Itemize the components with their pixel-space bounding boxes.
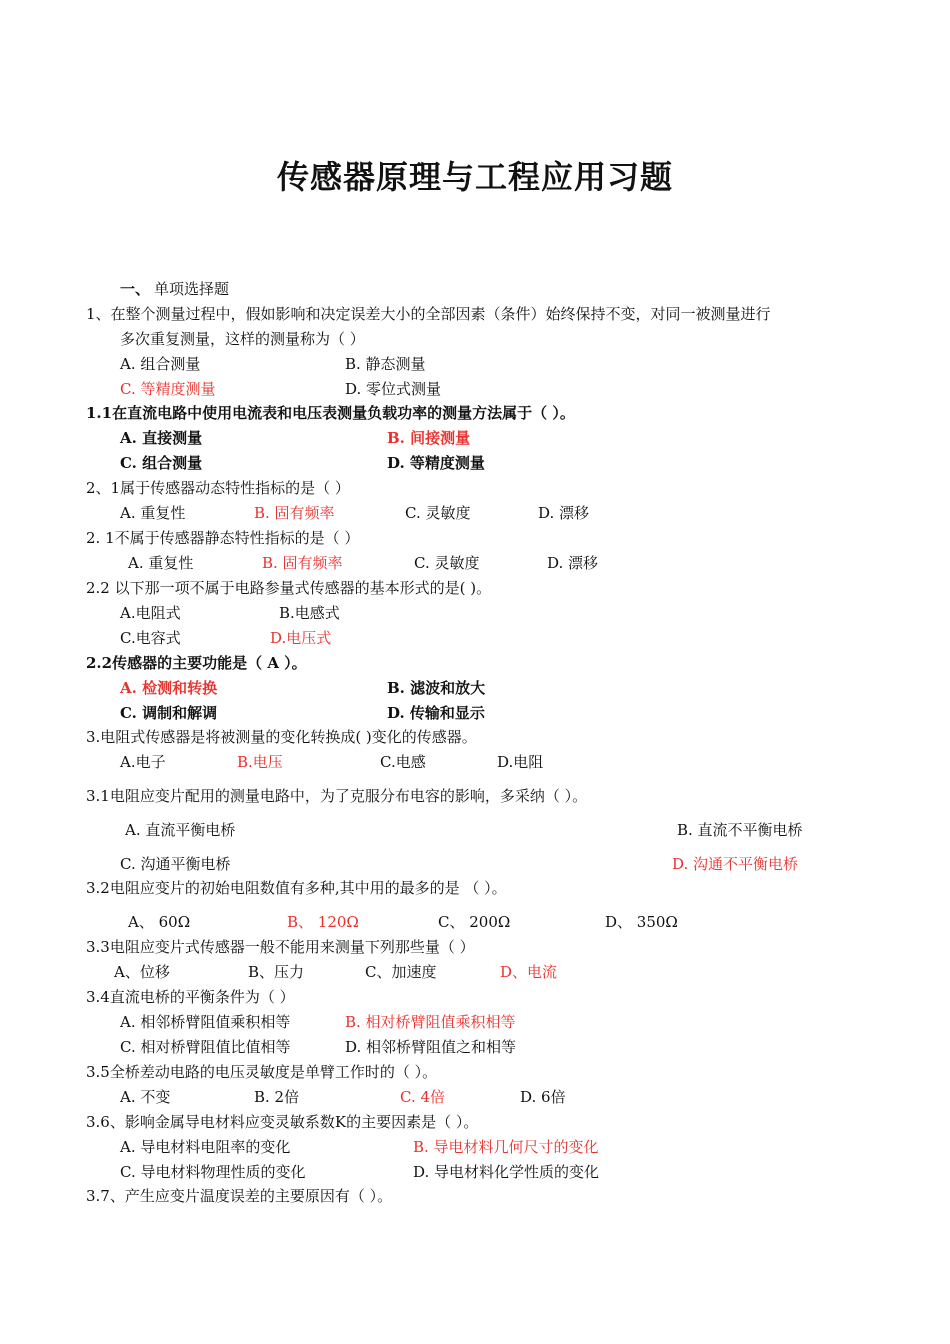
section-label: 单项选择题 xyxy=(154,280,230,298)
question-stem: 2.2传感器的主要功能是（ A ）。 xyxy=(86,654,307,672)
option-b: B、压力 xyxy=(248,963,305,981)
option-a: A. 相邻桥臂阻值乘积相等 xyxy=(120,1013,291,1031)
option-b-answer: B. 间接测量 xyxy=(387,429,471,447)
option-c: C. 组合测量 xyxy=(120,454,203,472)
question-stem: 2.2 以下那一项不属于电路参量式传感器的基本形式的是( )。 xyxy=(86,579,492,597)
question-stem: 3.1电阻应变片配用的测量电路中，为了克服分布电容的影响，多采纳（ ）。 xyxy=(86,787,588,805)
question-stem: 3.2电阻应变片的初始电阻数值有多种,其中用的最多的是 （ ）。 xyxy=(86,879,507,897)
section-number: 一、 xyxy=(120,280,151,298)
option-a: A. 直流平衡电桥 xyxy=(125,821,236,839)
option-a: A. 重复性 xyxy=(128,554,194,572)
option-d: D. 导电材料化学性质的变化 xyxy=(413,1163,600,1181)
option-b-answer: B. 导电材料几何尺寸的变化 xyxy=(413,1138,599,1156)
option-a: A、 60Ω xyxy=(128,913,191,931)
option-d-answer: D. 沟通不平衡电桥 xyxy=(672,855,799,873)
option-a-answer: A. 检测和转换 xyxy=(120,679,218,697)
option-b: B. 静态测量 xyxy=(345,355,426,373)
option-d: D. 漂移 xyxy=(538,504,590,522)
option-c: C. 相对桥臂阻值比值相等 xyxy=(120,1038,291,1056)
option-c: C. 灵敏度 xyxy=(414,554,480,572)
option-c: C. 灵敏度 xyxy=(405,504,471,522)
option-c: C. 调制和解调 xyxy=(120,704,218,722)
option-c: C.电感 xyxy=(380,753,426,771)
option-c: C. 导电材料物理性质的变化 xyxy=(120,1163,306,1181)
option-c: C. 沟通平衡电桥 xyxy=(120,855,231,873)
option-c-answer: C. 等精度测量 xyxy=(120,380,216,398)
question-stem: 2、1属于传感器动态特性指标的是（ ） xyxy=(86,479,350,497)
option-c: C、 200Ω xyxy=(438,913,511,931)
option-a: A. 直接测量 xyxy=(120,429,203,447)
option-c: C、加速度 xyxy=(365,963,437,981)
option-d-answer: D.电压式 xyxy=(270,629,332,647)
option-b-answer: B.电压 xyxy=(237,753,283,771)
option-a: A. 重复性 xyxy=(120,504,186,522)
option-a: A. 组合测量 xyxy=(120,355,201,373)
question-stem: 1.1在直流电路中使用电流表和电压表测量负载功率的测量方法属于（ ）。 xyxy=(86,404,575,422)
option-a: A.电阻式 xyxy=(120,604,181,622)
option-b-answer: B. 相对桥臂阻值乘积相等 xyxy=(345,1013,516,1031)
option-a: A. 不变 xyxy=(120,1088,171,1106)
option-d: D、 350Ω xyxy=(605,913,678,931)
option-d: D. 零位式测量 xyxy=(345,380,442,398)
question-stem: 3.电阻式传感器是将被测量的变化转换成( )变化的传感器。 xyxy=(86,728,477,746)
option-c: C.电容式 xyxy=(120,629,181,647)
option-b: B.电感式 xyxy=(279,604,340,622)
option-b-answer: B、 120Ω xyxy=(287,913,359,931)
option-d: D. 等精度测量 xyxy=(387,454,485,472)
option-d: D.电阻 xyxy=(497,753,544,771)
option-d-answer: D、电流 xyxy=(500,963,558,981)
question-stem-continued: 多次重复测量，这样的测量称为（ ） xyxy=(120,330,365,348)
option-c-answer: C. 4倍 xyxy=(400,1088,446,1106)
page-title: 传感器原理与工程应用习题 xyxy=(276,158,673,196)
option-b-answer: B. 固有频率 xyxy=(262,554,343,572)
question-stem: 3.6、影响金属导电材料应变灵敏系数K的主要因素是（ ）。 xyxy=(86,1113,479,1131)
option-b: B. 2倍 xyxy=(254,1088,300,1106)
option-a: A. 导电材料电阻率的变化 xyxy=(120,1138,291,1156)
option-d: D. 相邻桥臂阻值之和相等 xyxy=(345,1038,517,1056)
option-b: B. 滤波和放大 xyxy=(387,679,486,697)
option-d: D. 漂移 xyxy=(547,554,599,572)
option-b-answer: B. 固有频率 xyxy=(254,504,335,522)
question-stem: 1、在整个测量过程中，假如影响和决定误差大小的全部因素（条件）始终保持不变，对同一被测量进行 xyxy=(86,305,771,323)
option-d: D. 6倍 xyxy=(520,1088,566,1106)
option-a: A.电子 xyxy=(120,753,166,771)
question-stem: 3.7、产生应变片温度误差的主要原因有（ ）。 xyxy=(86,1187,393,1205)
question-stem: 3.5全桥差动电路的电压灵敏度是单臂工作时的（ ）。 xyxy=(86,1063,438,1081)
option-a: A、位移 xyxy=(114,963,170,981)
question-stem: 3.3电阻应变片式传感器一般不能用来测量下列那些量（ ） xyxy=(86,938,475,956)
question-stem: 3.4直流电桥的平衡条件为（ ） xyxy=(86,988,295,1006)
question-stem: 2. 1不属于传感器静态特性指标的是（ ） xyxy=(86,529,360,547)
option-d: D. 传输和显示 xyxy=(387,704,485,722)
option-b: B. 直流不平衡电桥 xyxy=(677,821,803,839)
